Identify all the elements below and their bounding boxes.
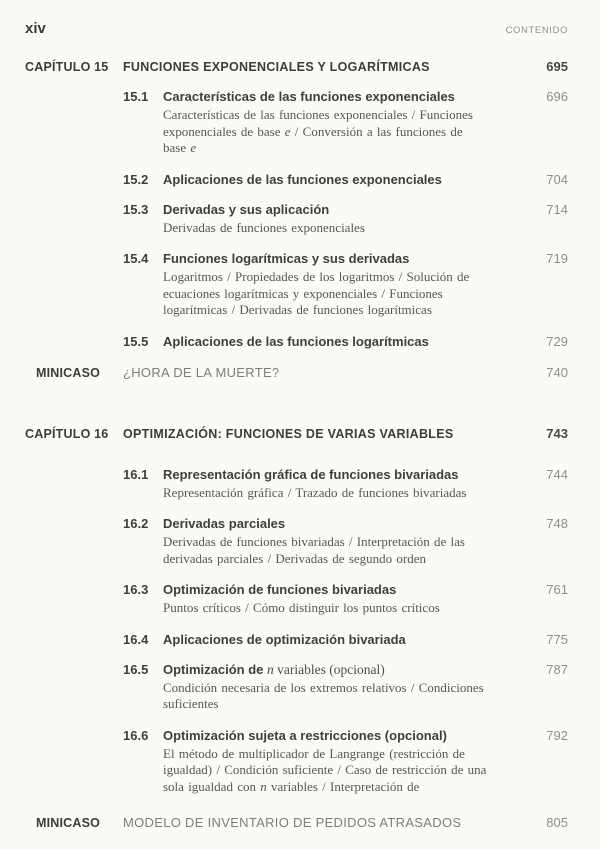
section-page-number: 696 <box>546 89 568 104</box>
section-subtopics: Derivadas de funciones bivariadas / Interpretación de las derivadas parciales / Derivadas de segundo orden <box>163 534 465 566</box>
section-title-serif: n variables (opcional) <box>267 661 385 677</box>
minicase-label: MINICASO <box>36 365 101 380</box>
section-page-number: 714 <box>546 201 568 217</box>
chapter-16-heading <box>25 426 568 441</box>
minicase-page-number: 740 <box>546 364 568 380</box>
section-title-bold: Optimización de <box>163 661 264 677</box>
section-subtopics: El método de multiplicador de Langrange (restricción de igualdad) / Condición suficiente / Caso de restricción de una sola igualdad con n variables / Interpretación de <box>163 745 487 794</box>
section-page-number: 729 <box>546 333 568 349</box>
toc-entry-16-4 <box>25 632 568 647</box>
chapter-page-number: 743 <box>546 425 568 441</box>
section-page-number: 761 <box>546 582 568 597</box>
page-header <box>25 20 568 37</box>
section-page-number: 787 <box>546 661 568 677</box>
toc-entry-16-6 <box>25 728 568 796</box>
minicase-page-number: 805 <box>546 815 568 830</box>
section-subtopics: Logaritmos / Propiedades de los logaritmos / Solución de ecuaciones logarítmicas y exponenciales / Funciones logarítmicas / Derivadas de funciones logarítmicas <box>163 269 470 317</box>
section-number: 15.4 <box>123 251 149 266</box>
chapter-label: CAPÍTULO 16 <box>25 426 109 441</box>
section-title: Representación gráfica de funciones bivariadas <box>163 466 459 482</box>
folio-page-number: xiv <box>25 20 46 37</box>
minicase-15 <box>25 365 568 380</box>
section-subtopics: Características de las funciones exponenciales / Funciones exponenciales de base e / Conversión a las funciones de base e <box>163 107 473 155</box>
section-title: Aplicaciones de optimización bivariada <box>163 631 406 647</box>
section-title: Optimización de funciones bivariadas <box>163 582 397 597</box>
minicase-title: ¿HORA DE LA MUERTE? <box>123 364 280 380</box>
chapter-15-heading <box>25 59 568 74</box>
chapter-title: OPTIMIZACIÓN: FUNCIONES DE VARIAS VARIABLES <box>123 426 454 441</box>
section-title: Características de las funciones exponenciales <box>163 89 455 104</box>
section-page-number: 719 <box>546 251 568 266</box>
section-title: Funciones logarítmicas y sus derivadas <box>163 251 410 266</box>
toc-entry-15-4 <box>25 251 568 319</box>
section-number: 16.2 <box>123 516 149 531</box>
chapter-title: FUNCIONES EXPONENCIALES Y LOGARÍTMICAS <box>123 60 430 74</box>
toc-entry-15-3 <box>25 202 568 237</box>
section-title: Derivadas y sus aplicación <box>163 201 330 217</box>
section-number: 15.1 <box>123 89 149 104</box>
toc-entry-16-1 <box>25 467 568 502</box>
section-page-number: 775 <box>546 631 568 647</box>
chapter-label: CAPÍTULO 15 <box>25 60 109 74</box>
section-title: Derivadas parciales <box>163 516 286 531</box>
section-page-number: 704 <box>546 171 568 187</box>
minicase-16 <box>25 815 568 830</box>
section-number: 15.2 <box>123 171 149 187</box>
section-title: Aplicaciones de las funciones exponenciales <box>163 171 442 187</box>
section-subtopics: Derivadas de funciones exponenciales <box>163 219 365 235</box>
toc-entry-15-2 <box>25 172 568 187</box>
section-subtopics: Puntos críticos / Cómo distinguir los puntos críticos <box>163 600 440 615</box>
section-number: 16.3 <box>123 582 149 597</box>
minicase-label: MINICASO <box>36 816 101 830</box>
toc-entry-16-2 <box>25 516 568 567</box>
toc-entry-15-5 <box>25 334 568 349</box>
section-subtopics: Condición necesaria de los extremos relativos / Condiciones suficientes <box>163 679 484 711</box>
toc-entry-16-3 <box>25 582 568 617</box>
section-page-number: 744 <box>546 466 568 482</box>
section-number: 16.5 <box>123 661 149 677</box>
section-title: Optimización sujeta a restricciones (opcional) <box>163 727 447 743</box>
section-title: Aplicaciones de las funciones logarítmicas <box>163 333 429 349</box>
section-number: 16.1 <box>123 466 149 482</box>
section-page-number: 792 <box>546 727 568 743</box>
toc-entry-15-1 <box>25 89 568 157</box>
section-number: 15.5 <box>123 333 149 349</box>
section-number: 15.3 <box>123 201 149 217</box>
running-head: CONTENIDO <box>505 25 568 36</box>
toc-entry-16-5 <box>25 662 568 713</box>
section-number: 16.6 <box>123 727 149 743</box>
section-number: 16.4 <box>123 631 149 647</box>
section-subtopics: Representación gráfica / Trazado de funciones bivariadas <box>163 484 467 500</box>
chapter-page-number: 695 <box>546 59 568 74</box>
section-page-number: 748 <box>546 516 568 531</box>
section-title <box>163 662 518 677</box>
minicase-title: MODELO DE INVENTARIO DE PEDIDOS ATRASADOS <box>123 815 462 830</box>
